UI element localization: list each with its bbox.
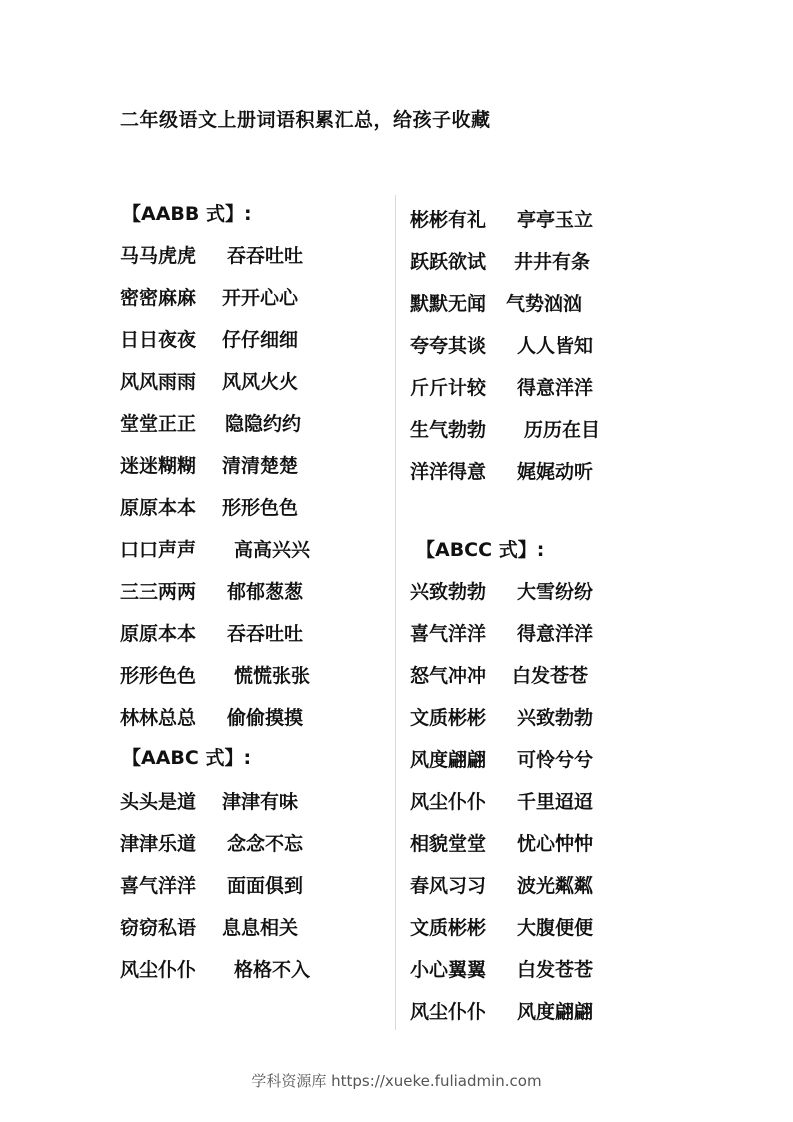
- phrase: 彬彬有礼: [410, 209, 487, 231]
- phrase: 窃窃私语: [120, 917, 197, 939]
- phrase: 原原本本: [120, 497, 197, 519]
- phrase: 风度翩翩: [517, 1001, 594, 1023]
- phrase-row: [120, 326, 380, 354]
- phrase: 原原本本: [120, 623, 197, 645]
- phrase-row: [410, 872, 680, 900]
- phrase: 风尘仆仆: [120, 959, 197, 981]
- phrase: 开开心心: [222, 287, 299, 309]
- phrase-row: [120, 242, 380, 270]
- phrase: 吞吞吐吐: [227, 245, 304, 267]
- phrase-row: [410, 830, 680, 858]
- phrase-row: [410, 374, 680, 402]
- phrase-row: [410, 662, 680, 690]
- phrase-row: [410, 332, 680, 360]
- phrase-row: [120, 284, 380, 312]
- phrase-row: [120, 368, 380, 396]
- phrase: 大腹便便: [517, 917, 594, 939]
- phrase: 喜气洋洋: [410, 623, 487, 645]
- phrase: 白发苍苍: [517, 959, 594, 981]
- phrase-row: [120, 872, 380, 900]
- phrase-row: [120, 956, 380, 984]
- phrase-row: [120, 704, 380, 732]
- phrase: 三三两两: [120, 581, 197, 603]
- phrase-row: [410, 704, 680, 732]
- phrase: 文质彬彬: [410, 917, 487, 939]
- phrase: 津津乐道: [120, 833, 197, 855]
- phrase: 生气勃勃: [410, 419, 487, 441]
- phrase: 面面俱到: [227, 875, 304, 897]
- phrase-row: [120, 788, 380, 816]
- phrase: 风风雨雨: [120, 371, 197, 393]
- phrase: 日日夜夜: [120, 329, 197, 351]
- column-divider: [395, 195, 396, 1030]
- phrase: 小心翼翼: [410, 959, 487, 981]
- phrase: 形形色色: [120, 665, 197, 687]
- phrase: 偷偷摸摸: [227, 707, 304, 729]
- phrase-row: [410, 914, 680, 942]
- phrase: 隐隐约约: [225, 413, 302, 435]
- phrase-row: [410, 458, 680, 486]
- phrase: 波光粼粼: [517, 875, 594, 897]
- phrase: 密密麻麻: [120, 287, 197, 309]
- phrase-row: [120, 536, 380, 564]
- phrase: 堂堂正正: [120, 413, 197, 435]
- phrase: 格格不入: [234, 959, 311, 981]
- phrase: 夸夸其谈: [410, 335, 487, 357]
- section-heading: 【AABB 式】:: [122, 203, 252, 225]
- phrase-row: [120, 620, 380, 648]
- phrase: 人人皆知: [517, 335, 594, 357]
- phrase: 风尘仆仆: [410, 791, 487, 813]
- phrase: 气势汹汹: [506, 293, 583, 315]
- phrase: 郁郁葱葱: [227, 581, 304, 603]
- phrase-row: [410, 416, 680, 444]
- phrase-row: [410, 290, 680, 318]
- phrase: 春风习习: [410, 875, 487, 897]
- phrase: 津津有味: [222, 791, 299, 813]
- section-heading: 【ABCC 式】:: [416, 539, 545, 561]
- phrase-row: [410, 746, 680, 774]
- phrase: 马马虎虎: [120, 245, 197, 267]
- phrase: 历历在目: [524, 419, 601, 441]
- phrase: 跃跃欲试: [410, 251, 487, 273]
- phrase-row: [410, 620, 680, 648]
- phrase: 风度翩翩: [410, 749, 487, 771]
- phrase: 洋洋得意: [410, 461, 487, 483]
- phrase-row: [120, 662, 380, 690]
- phrase: 喜气洋洋: [120, 875, 197, 897]
- phrase: 口口声声: [120, 539, 197, 561]
- phrase: 林林总总: [120, 707, 197, 729]
- section-heading: 【AABC 式】:: [122, 747, 252, 769]
- phrase-row: [410, 998, 680, 1026]
- phrase: 头头是道: [120, 791, 197, 813]
- phrase: 相貌堂堂: [410, 833, 487, 855]
- phrase: 文质彬彬: [410, 707, 487, 729]
- footer-source: 学科资源库 https://xueke.fuliadmin.com: [251, 1072, 542, 1090]
- phrase-row: [120, 914, 380, 942]
- phrase-row: [120, 410, 380, 438]
- phrase: 吞吞吐吐: [227, 623, 304, 645]
- phrase-row: [120, 452, 380, 480]
- phrase-row: [410, 206, 680, 234]
- phrase: 风风火火: [222, 371, 299, 393]
- phrase-row: [120, 494, 380, 522]
- phrase: 兴致勃勃: [410, 581, 487, 603]
- phrase-row: [410, 578, 680, 606]
- phrase: 忧心忡忡: [517, 833, 594, 855]
- phrase: 风尘仆仆: [410, 1001, 487, 1023]
- phrase: 大雪纷纷: [517, 581, 594, 603]
- phrase: 可怜兮兮: [517, 749, 594, 771]
- phrase: 千里迢迢: [517, 791, 594, 813]
- phrase: 井井有条: [514, 251, 591, 273]
- phrase: 得意洋洋: [517, 623, 594, 645]
- phrase-row: [410, 248, 680, 276]
- phrase: 白发苍苍: [512, 665, 589, 687]
- phrase: 斤斤计较: [410, 377, 487, 399]
- phrase-row: [410, 956, 680, 984]
- phrase: 怒气冲冲: [410, 665, 487, 687]
- phrase: 默默无闻: [410, 293, 487, 315]
- phrase: 得意洋洋: [517, 377, 594, 399]
- phrase: 仔仔细细: [222, 329, 299, 351]
- phrase: 慌慌张张: [234, 665, 311, 687]
- phrase: 兴致勃勃: [517, 707, 594, 729]
- phrase: 亭亭玉立: [517, 209, 594, 231]
- phrase: 形形色色: [222, 497, 299, 519]
- phrase: 清清楚楚: [222, 455, 299, 477]
- phrase-row: [120, 830, 380, 858]
- phrase: 娓娓动听: [517, 461, 594, 483]
- document-title: 二年级语文上册词语积累汇总，给孩子收藏: [120, 109, 491, 131]
- phrase: 念念不忘: [227, 833, 304, 855]
- phrase: 高高兴兴: [234, 539, 311, 561]
- phrase: 息息相关: [222, 917, 299, 939]
- phrase: 迷迷糊糊: [120, 455, 197, 477]
- phrase-row: [120, 578, 380, 606]
- phrase-row: [410, 788, 680, 816]
